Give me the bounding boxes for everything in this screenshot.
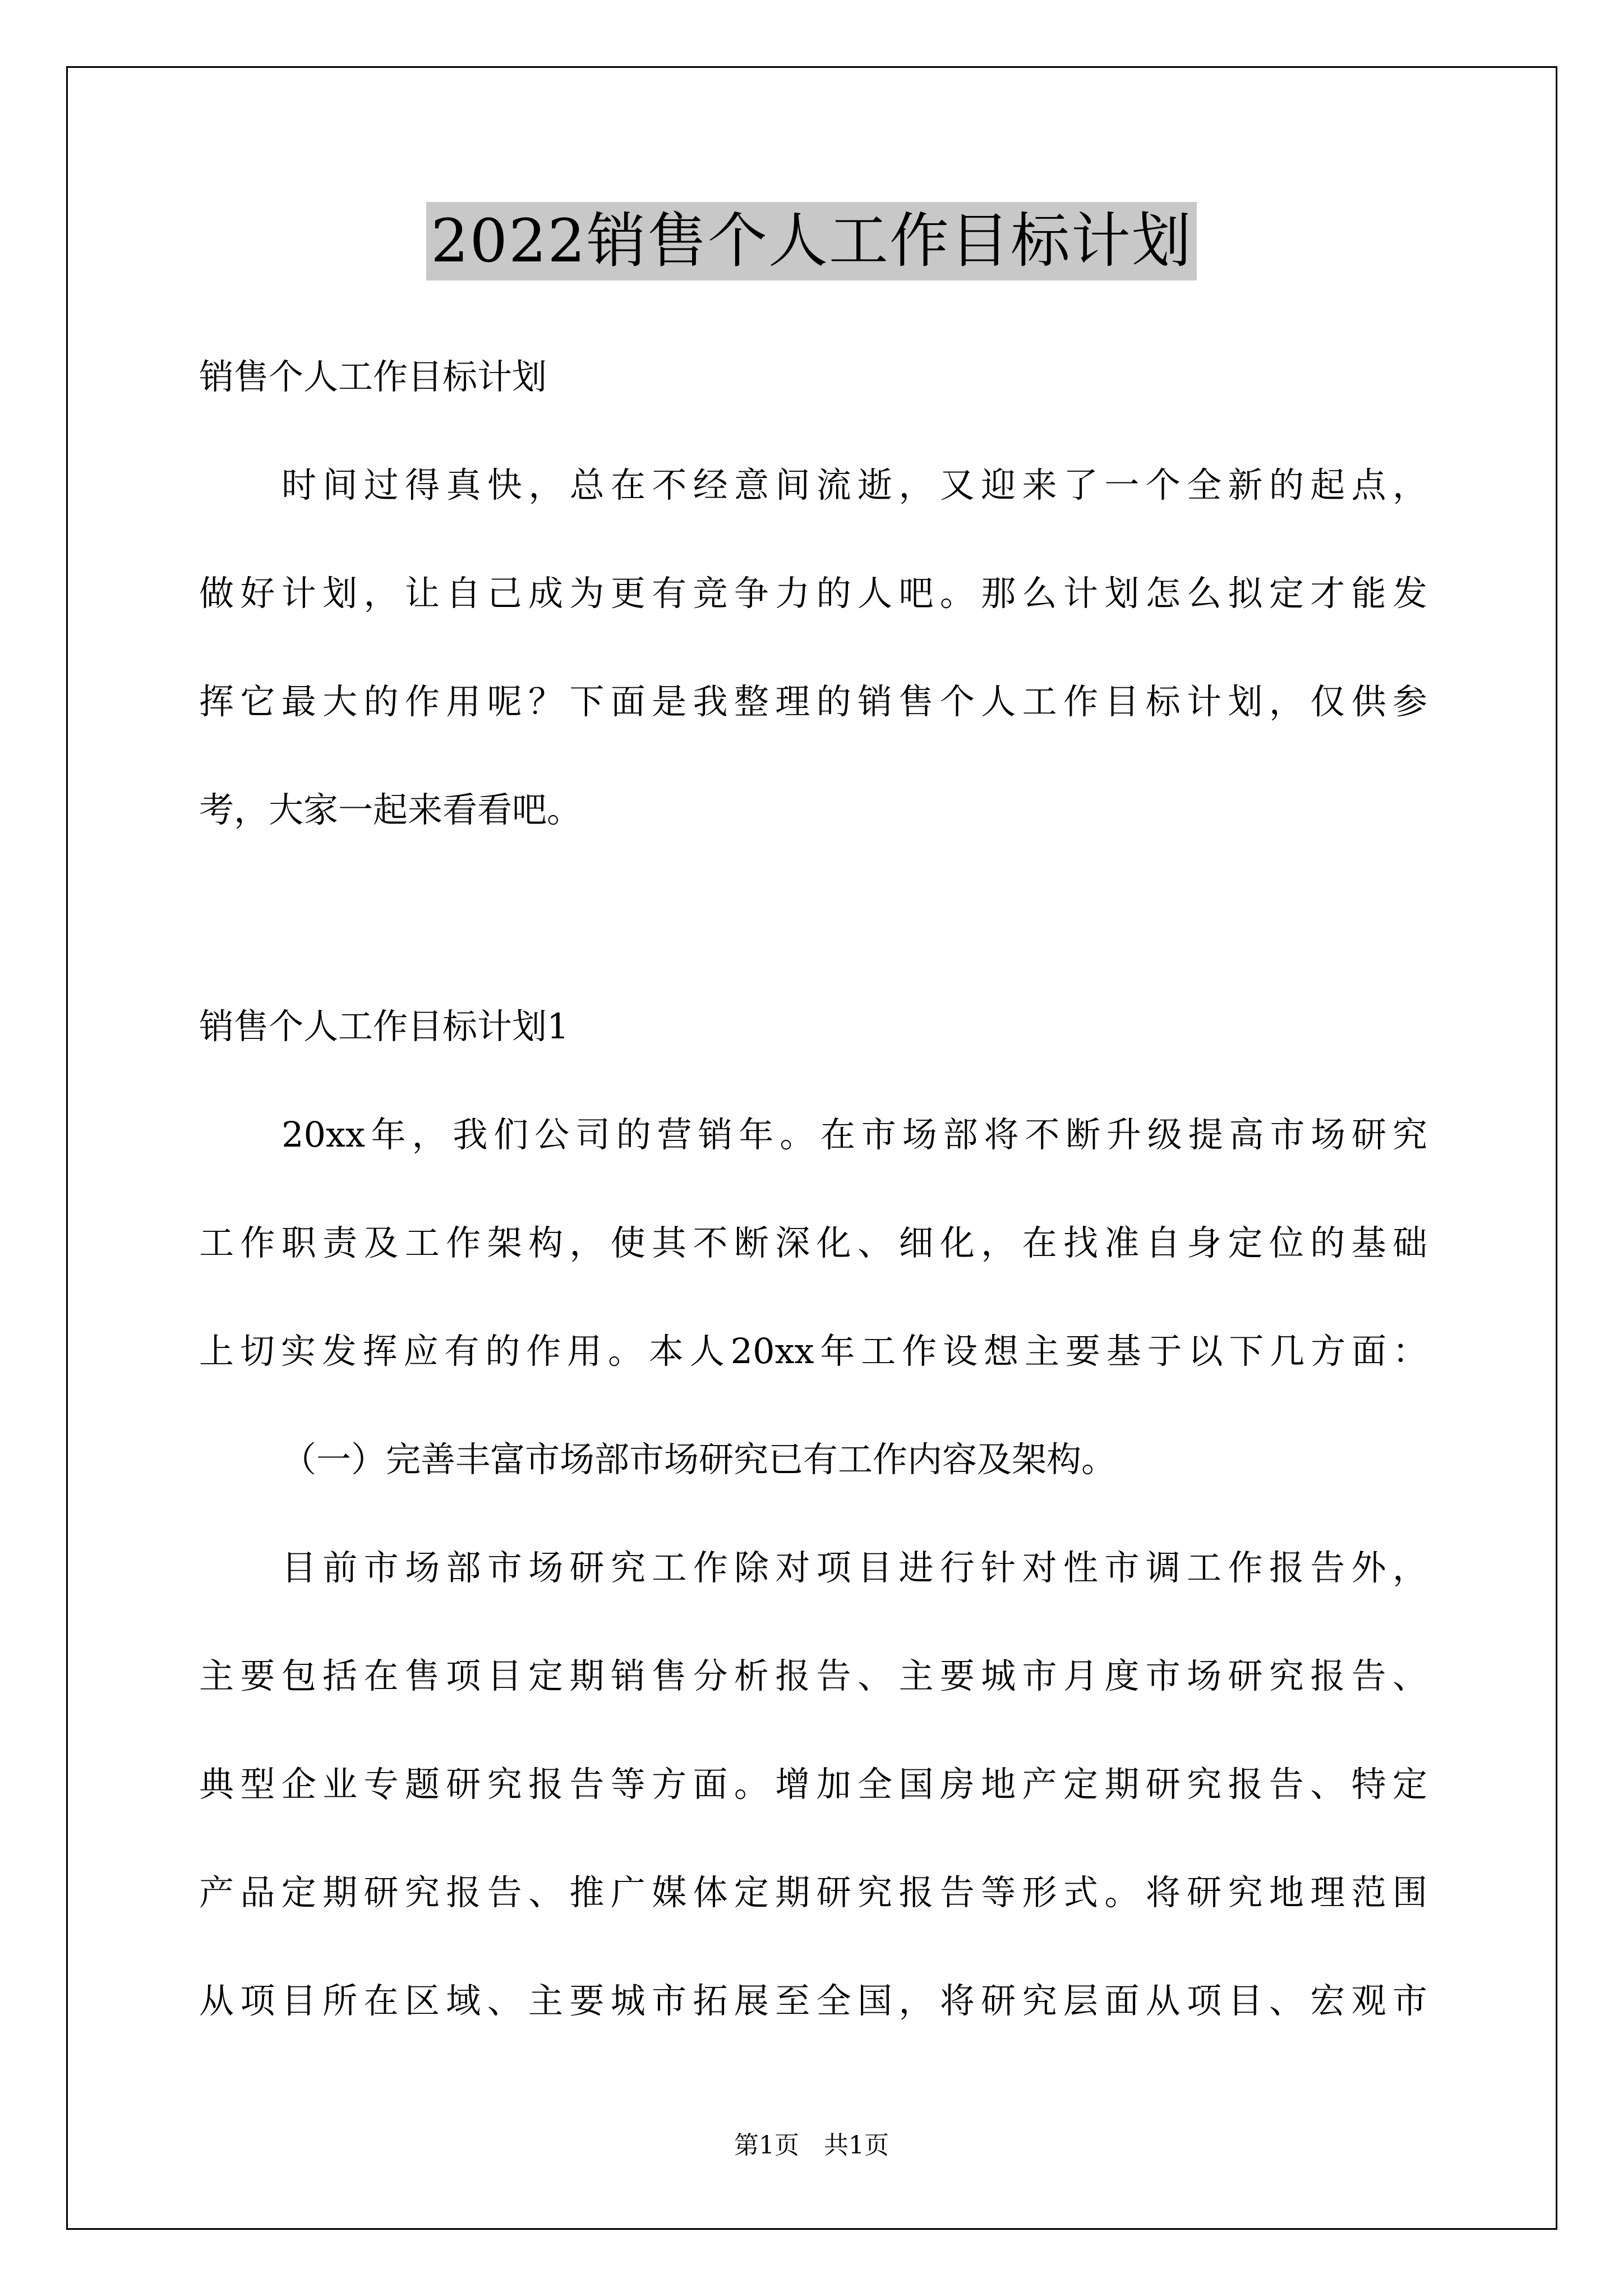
intro-line-2: 做好计划，让自己成为更有竞争力的人吧。那么计划怎么拟定才能发 [199, 573, 1427, 614]
document-title: 2022销售个人工作目标计划 [426, 202, 1197, 280]
item-line-1: 目前市场部市场研究工作除对项目进行针对性市调工作报告外， [282, 1547, 1427, 1588]
item-heading: （一）完善丰富市场部市场研究已有工作内容及架构。 [282, 1439, 1117, 1480]
page-footer: 第1页 共1页 [734, 2131, 889, 2160]
intro-line-4: 考，大家一起来看看吧。 [199, 789, 582, 830]
item-line-3: 典型企业专题研究报告等方面。增加全国房地产定期研究报告、特定 [199, 1764, 1427, 1805]
document-title-container [0, 202, 1623, 280]
item-line-2: 主要包括在售项目定期销售分析报告、主要城市月度市场研究报告、 [199, 1655, 1427, 1696]
section-line-1: 20xx年，我们公司的营销年。在市场部将不断升级提高市场研究 [282, 1114, 1427, 1155]
section-line-2: 工作职责及工作架构，使其不断深化、细化，在找准自身定位的基础 [199, 1222, 1427, 1263]
item-line-4: 产品定期研究报告、推广媒体定期研究报告等形式。将研究地理范围 [199, 1872, 1427, 1913]
intro-line-1: 时间过得真快，总在不经意间流逝，又迎来了一个全新的起点， [282, 464, 1427, 505]
section-title: 销售个人工作目标计划1 [199, 1006, 569, 1047]
item-line-5: 从项目所在区域、主要城市拓展至全国，将研究层面从项目、宏观市 [199, 1980, 1427, 2021]
subtitle: 销售个人工作目标计划 [199, 356, 547, 397]
section-line-3: 上切实发挥应有的作用。本人20xx年工作设想主要基于以下几方面： [199, 1331, 1427, 1372]
intro-line-3: 挥它最大的作用呢？下面是我整理的销售个人工作目标计划，仅供参 [199, 681, 1427, 722]
